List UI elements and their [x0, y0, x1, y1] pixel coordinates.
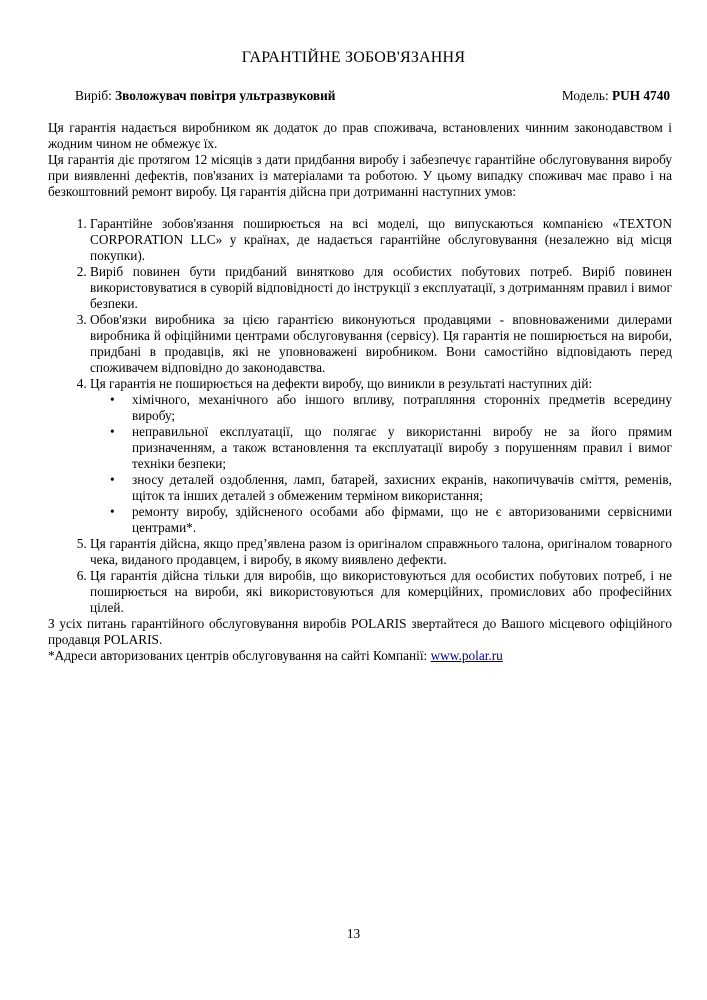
condition-text: Ця гарантія дійсна тільки для виробів, що використовуються для особистих побутових потреб, і не поширюється на вироби, які використовуються для комерційних, промислових або професійних цілей.: [90, 568, 672, 615]
website-link[interactable]: www.polar.ru: [430, 648, 503, 663]
item-label: Виріб:: [75, 88, 112, 103]
product-model: [562, 88, 670, 104]
page-number: 13: [346, 926, 361, 941]
condition-item: [90, 264, 672, 312]
contact-paragraph: З усіх питань гарантійного обслуговування виробів POLARIS звертайтеся до Вашого місцевого офіційного продавця POLARIS.: [48, 616, 672, 647]
exclusion-item: [110, 504, 672, 536]
product-item: [75, 88, 335, 104]
condition-item: [90, 312, 672, 376]
bullet-icon: •: [110, 392, 115, 407]
exclusion-item: [110, 392, 672, 424]
condition-text: Ця гарантія дійсна, якщо пред’явлена разом із оригіналом справжнього талона, оригіналом товарного чека, виданого продавцем, і виробу, в якому виявлено дефекти.: [90, 536, 672, 567]
condition-item: [90, 216, 672, 264]
condition-item: [90, 376, 672, 536]
bullet-icon: •: [110, 472, 115, 487]
condition-text: Обов'язки виробника за цією гарантією виконуються продавцями - вповноваженими дилерами виробника й офіційними центрами обслуговування (сервісу). Ця гарантія не поширюється на вироби, придбані в продавців, які не уповноважені виробником. Вони самостійно відповідають перед споживачем відповідно до законодавства.: [90, 312, 672, 375]
exclusion-text: зносу деталей оздоблення, ламп, батарей, захисних екранів, накопичувачів сміття, ременів, щіток та інших деталей з обмеженим терміном використання;: [132, 472, 672, 503]
footnote-text: *Адреси авторизованих центрів обслуговування на сайті Компанії:: [48, 648, 431, 663]
condition-text: Виріб повинен бути придбаний винятково для особистих побутових потреб. Виріб повинен використовуватися в суворій відповідності до інструкції з експлуатації, з дотриманням правил і вимог безпеки.: [90, 264, 672, 311]
exclusion-text: ремонту виробу, здійсненого особами або фірмами, що не є авторизованими сервісними центрами*.: [132, 504, 672, 535]
item-value: Зволожувач повітря ультразвуковий: [115, 88, 336, 103]
footnote: [48, 648, 672, 664]
exclusion-item: [110, 472, 672, 504]
document-body: [48, 120, 672, 664]
condition-item: [90, 536, 672, 568]
exclusion-text: хімічного, механічного або іншого впливу, потрапляння сторонніх предметів всередину виробу;: [132, 392, 672, 423]
model-value: PUH 4740: [612, 88, 670, 103]
exclusion-item: [110, 424, 672, 472]
product-info: [75, 88, 670, 104]
intro-paragraph: Ця гарантія надається виробником як додаток до прав споживача, встановлених чинним законодавством і жодним чином не обмежує їх.: [48, 120, 672, 151]
intro-paragraph: Ця гарантія діє протягом 12 місяців з дати придбання виробу і забезпечує гарантійне обслуговування виробу при виявленні дефектів, пов'язаних із матеріалами та роботою. У цьому випадку споживач має право і на безкоштовний ремонт виробу. Ця гарантія дійсна при дотриманні наступних умов:: [48, 152, 672, 199]
conditions-list: [48, 216, 672, 616]
bullet-icon: •: [110, 504, 115, 519]
exclusion-text: неправильної експлуатації, що полягає у використанні виробу не за його прямим призначенням, а також встановлення та експлуатації виробу з порушенням правил і вимог техніки безпеки;: [132, 424, 672, 471]
bullet-icon: •: [110, 424, 115, 439]
intro: [48, 120, 672, 200]
model-label: Модель:: [561, 88, 609, 103]
condition-text: Ця гарантія не поширюється на дефекти виробу, що виникли в результаті наступних дій:: [90, 376, 593, 391]
condition-item: [90, 568, 672, 616]
condition-text: Гарантійне зобов'язання поширюється на всі моделі, що випускаються компанією «TEXTON CORPORATION LLC» у країнах, де надається гарантійне обслуговування (незалежно від місця покупки).: [90, 216, 672, 263]
exclusions-list: [90, 392, 672, 536]
page-title: ГАРАНТІЙНЕ ЗОБОВ'ЯЗАННЯ: [241, 49, 466, 66]
